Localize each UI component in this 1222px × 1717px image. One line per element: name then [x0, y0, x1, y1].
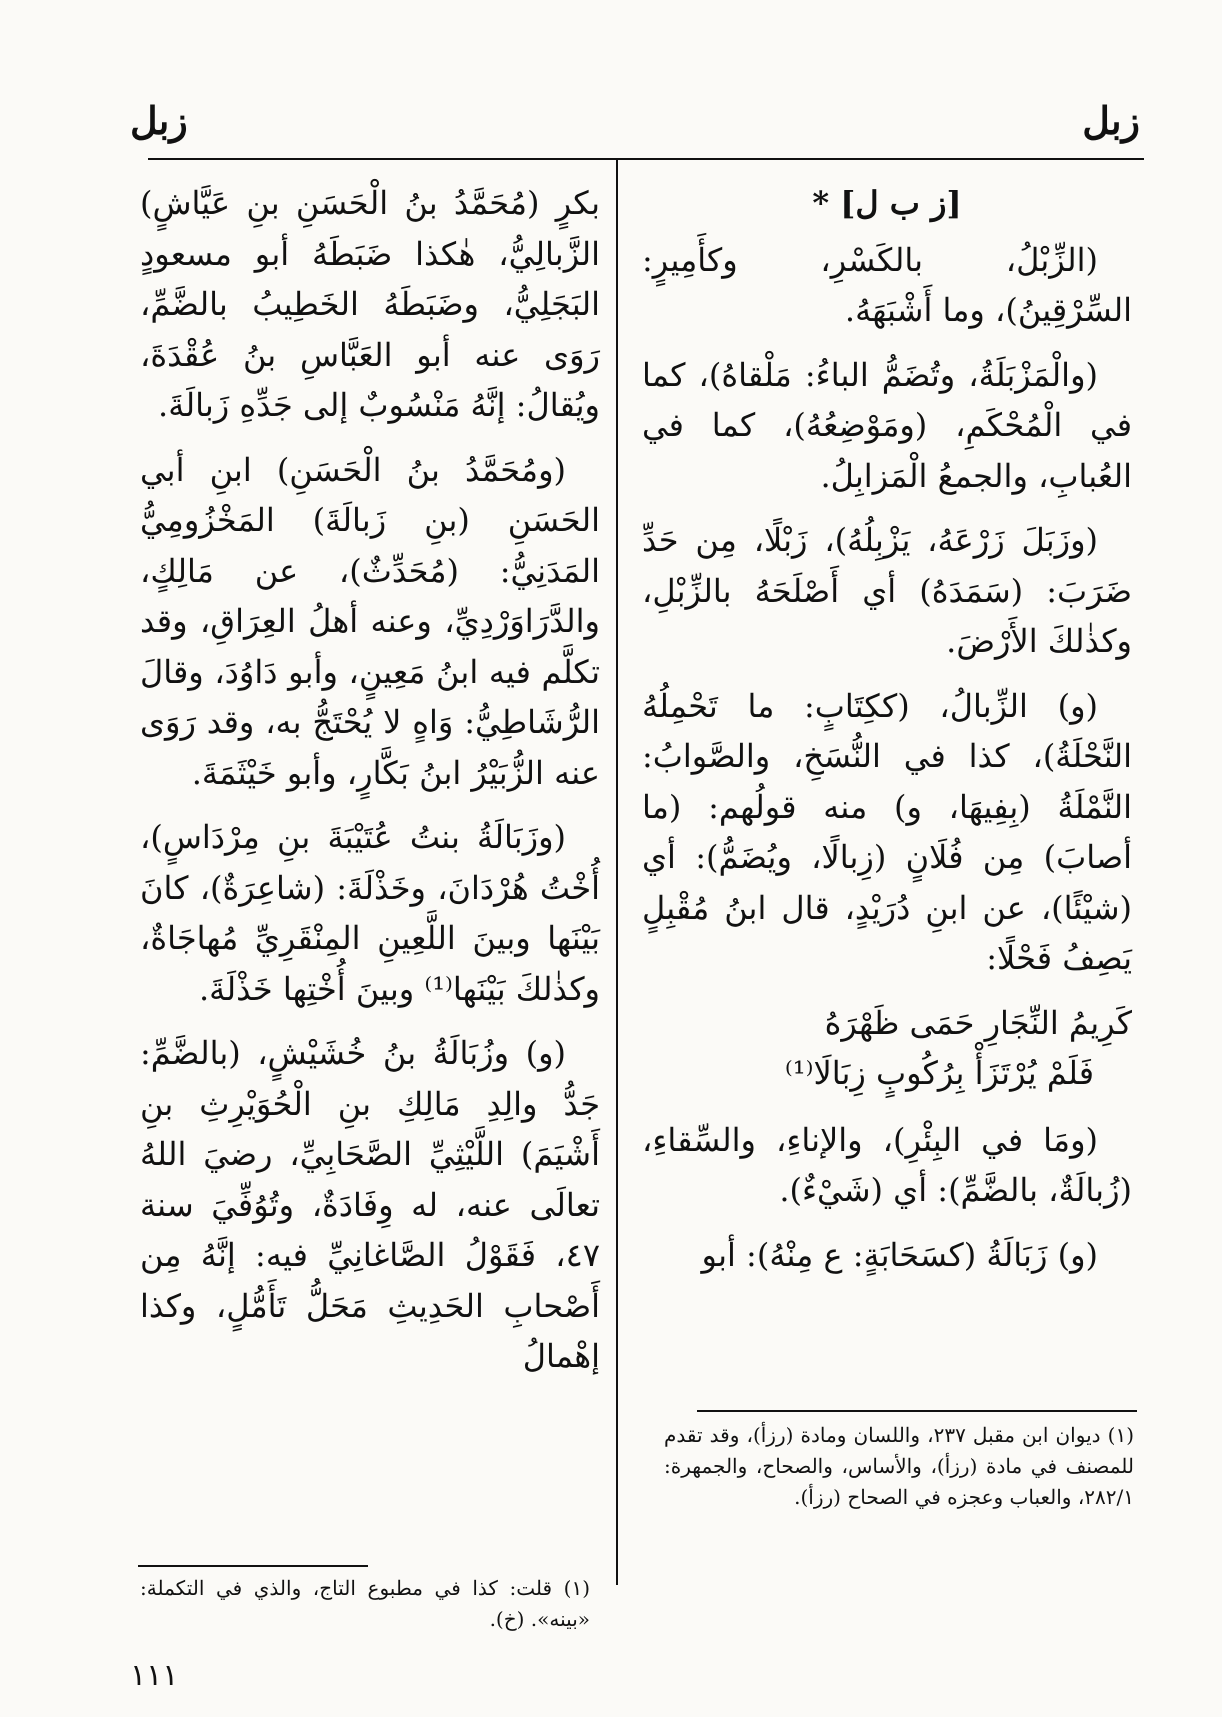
footnote-rule-right	[697, 1410, 1137, 1412]
entry-paragraph: (ومَا في البِئْرِ)، والإناءِ، والسِّقاءِ، (زُبالَةٌ، بالضَّمِّ): أي (شَيْءٌ).	[642, 1120, 1132, 1209]
entry-paragraph: (و) زَبَالَةُ (كسَحَابَةٍ: ع مِنْهُ): أبو	[701, 1235, 1098, 1274]
right-column	[642, 178, 1132, 1294]
running-header-left: زبل	[130, 98, 188, 143]
poetry-verse	[642, 998, 1132, 1099]
entry-paragraph: (و) الزِّبالُ، (ككِتَابٍ: ما تَحْمِلُهُ النَّحْلَةُ)، كذا في النُّسَخِ، والصَّوابُ: النَّمْلَةُ (بِفِيهَا، و) منه قولُهم: (ما أصابَ) مِن فُلَانٍ (زِبالًا، ويُضَمُّ): أي (شيْئًا)، عن ابنِ دُرَيْدٍ، قال ابنُ مُقْبِلٍ يَصِفُ فَحْلًا:	[642, 686, 1132, 977]
verse-line-1: كَرِيمُ النِّجَارِ حَمَى ظَهْرَهُ	[824, 1003, 1132, 1042]
left-column	[140, 178, 600, 1396]
entry-paragraph: (ومُحَمَّدُ بنُ الْحَسَنِ) ابنِ أبي الحَسَنِ (بنِ زَبالَةَ) المَخْزُومِيُّ المَدَنِيُّ: (مُحَدِّثٌ)، عن مَالِكٍ، والدَّرَاوَرْدِيِّ، وعنه أهلُ العِرَاقِ، وقد تكلَّم فيه ابنُ مَعِينٍ، وأبو دَاوُدَ، وقالَ الرُّشَاطِيُّ: وَاهٍ لا يُحْتَجُّ به، وقد رَوَى عنه الزُّبَيْرُ ابنُ بَكَّارٍ، وأبو خَيْثَمَةَ.	[140, 450, 600, 792]
column-divider	[616, 160, 618, 1585]
verse-line-2: فَلَمْ يُرْتَزَأْ بِرُكُوبٍ زِبَالَا⁽¹⁾	[784, 1054, 1094, 1092]
entry-paragraph: (و) وزُبَالَةُ بنُ خُشَيْشٍ، (بالضَّمِّ: جَدُّ والِدِ مَالِكِ بنِ الْحُوَيْرِثِ بنِ أَشْيَمَ) اللَّيْثِيِّ الصَّحَابِيِّ، رضيَ اللهُ تعالَى عنه، له وِفَادَةٌ، وتُوُفِّيَ سنة ٤٧، فَقَوْلُ الصَّاغانِيِّ فيه: إنَّهُ مِن أَصْحابِ الحَدِيثِ مَحَلُّ تَأَمُّلٍ، وكذا إهْمالُ	[140, 1034, 600, 1375]
footnote-rule-left	[138, 1565, 368, 1567]
entry-paragraph: (وزَبَلَ زَرْعَهُ، يَزْبِلُهُ)، زَبْلًا، مِن حَدِّ ضَرَبَ: (سَمَدَهُ) أي أَصْلَحَهُ بالزِّبْلِ، وكذٰلكَ الأَرْضَ.	[642, 521, 1132, 660]
entry-paragraph: (الزِّبْلُ، بالكَسْرِ، وكأَمِيرٍ: السِّرْقِينُ)، وما أَشْبَهَهُ.	[642, 240, 1132, 329]
footnote-left: (١) قلت: كذا في مطبوع التاج، والذي في التكملة: «بينه». (خ).	[140, 1576, 590, 1631]
footnote-right: (١) ديوان ابن مقبل ٢٣٧، واللسان ومادة (رزأ)، وقد تقدم للمصنف في مادة (رزأ)، والأساس، والصحاح، والجمهرة: ٢٨٢/١، والعباب وعجزه في الصحاح (رزأ).	[664, 1423, 1135, 1509]
page-number: ١١١	[130, 1658, 179, 1693]
entry-paragraph: بكرٍ (مُحَمَّدُ بنُ الْحَسَنِ بنِ عَيَّاشٍ) الزَّبالِيُّ، هٰكذا ضَبَطَهُ أبو مسعودٍ البَجَلِيُّ، وضَبَطَهُ الخَطِيبُ بالضَّمِّ، رَوَى عنه أبو العَبَّاسِ بنُ عُقْدَةَ، ويُقالُ: إنَّهُ مَنْسُوبٌ إلى جَدِّهِ زَبالَةَ.	[140, 184, 600, 424]
header-rule	[148, 158, 1144, 160]
entry-paragraph: (وزَبَالَةُ بنتُ عُتَيْبَةَ بنِ مِرْدَاسٍ)، أُخْتُ هُرْدَانَ، وخَذْلَةَ: (شاعِرَةٌ)، كانَ بَيْنَها وبينَ اللَّعِينِ المِنْقَرِيِّ مُهاجَاةٌ، وكذٰلكَ بَيْنَها⁽¹⁾ وبينَ أُخْتِها خَذْلَةَ.	[140, 818, 600, 1008]
entry-heading: [ز ب ل] *	[812, 184, 962, 222]
entry-paragraph: (والْمَزْبَلَةُ، وتُضَمُّ الباءُ: مَلْقاهُ)، كما في الْمُحْكَمِ، (ومَوْضِعُهُ)، كما في العُبابِ، والجمعُ الْمَزابِلُ.	[642, 355, 1132, 495]
running-header-right: زبل	[1082, 98, 1140, 143]
